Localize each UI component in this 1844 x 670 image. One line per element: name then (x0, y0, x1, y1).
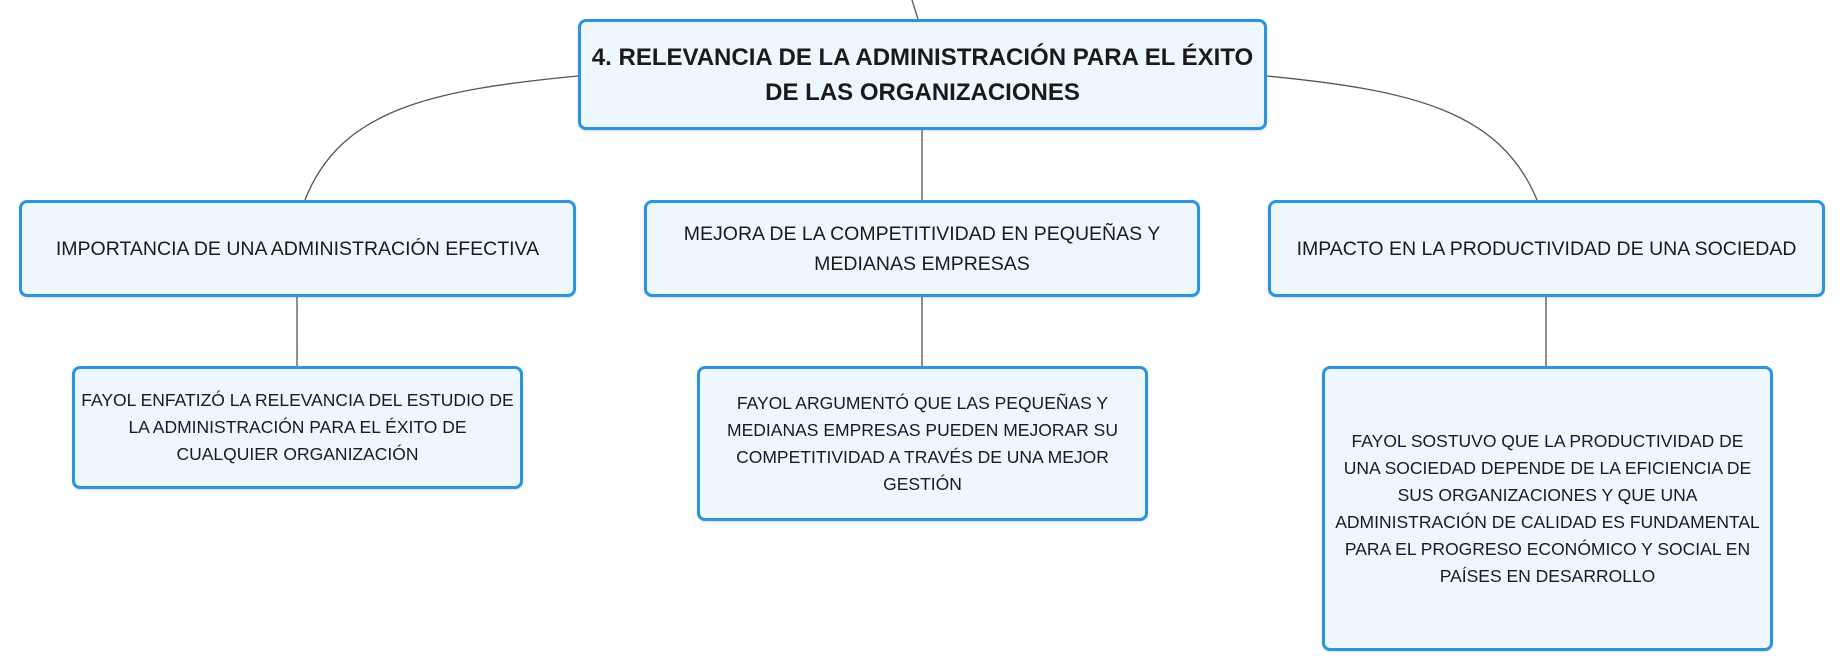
connector-root-to-topic-1 (305, 76, 578, 200)
detail-node-importancia[interactable] (72, 366, 523, 489)
topic-node-productividad[interactable] (1268, 200, 1825, 297)
root-topic-title: 4. RELEVANCIA DE LA ADMINISTRACIÓN PARA EL ÉXITO DE LAS ORGANIZACIONES (591, 43, 1254, 106)
topic-node-competitividad[interactable] (644, 200, 1200, 297)
detail-text: FAYOL ARGUMENTÓ QUE LAS PEQUEÑAS Y MEDIANAS EMPRESAS PUEDEN MEJORAR SU COMPETITIVIDAD A TRAVÉS DE UNA MEJOR GESTIÓN (727, 392, 1118, 494)
topic-node-importancia[interactable] (19, 200, 576, 297)
topic-label: IMPORTANCIA DE UNA ADMINISTRACIÓN EFECTIVA (55, 237, 540, 260)
connector-root-to-topic-3 (1267, 76, 1537, 200)
topic-label: MEJORA DE LA COMPETITIVIDAD EN PEQUEÑAS Y MEDIANAS EMPRESAS (683, 222, 1161, 275)
detail-node-productividad[interactable] (1322, 366, 1773, 651)
detail-text: FAYOL SOSTUVO QUE LA PRODUCTIVIDAD DE UNA SOCIEDAD DEPENDE DE LA EFICIENCIA DE SUS ORGANIZACIONES Y QUE UNA ADMINISTRACIÓN DE CALIDAD ES FUNDAMENTAL PARA EL PROGRESO ECONÓMICO Y SOCIAL EN PAÍSES EN DESARROLLO (1335, 430, 1760, 586)
detail-node-competitividad[interactable] (697, 366, 1148, 521)
detail-text: FAYOL ENFATIZÓ LA RELEVANCIA DEL ESTUDIO DE LA ADMINISTRACIÓN PARA EL ÉXITO DE CUALQUIER ORGANIZACIÓN (81, 390, 514, 464)
root-topic-node[interactable] (578, 19, 1267, 130)
connector-parent (912, 0, 918, 19)
topic-label: IMPACTO EN LA PRODUCTIVIDAD DE UNA SOCIEDAD (1296, 237, 1797, 260)
